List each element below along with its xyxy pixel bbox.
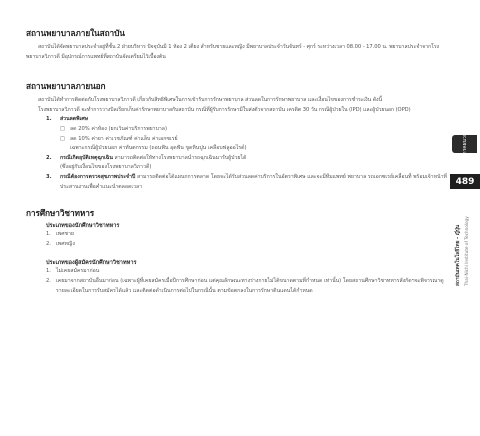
bullet-icon: □ (60, 135, 65, 142)
discount-medicine: ลด 10% ค่ายา ค่าเวชภัณฑ์ ค่าแล็บ ค่าเอกซเรย์ (70, 135, 178, 142)
page-side-margin (450, 0, 480, 436)
list-item: 1. เพศชาย (46, 231, 74, 238)
discount-room: ลด 20% ค่าห้อง (ยกเว้นค่าบริการพยาบาล) (70, 125, 167, 132)
page-number: 489 (450, 174, 480, 189)
bullet-icon: □ (60, 125, 65, 132)
list-item: 1. ไม่เคยสมัครมาก่อน (46, 268, 100, 275)
emergency-note: (ซึ่งอยู่กับเงื่อนไขของโรงพยาบาลวิภาวดี) (60, 164, 152, 171)
page-content (26, 26, 450, 296)
checkup-title: กรณีต้องการตรวจสุขภาพประจำปี (60, 173, 136, 180)
checkup-text: สามารถติดต่อได้แผนกการตลาด โดยจะได้รับส่วนลดค่าบริการในอัตราพิเศษ และจะมีทีมแพทย์ พยาบาล รถเอกซเรย์เคลื่อนที่ พร้อมเจ้าหน้าที่ประสานงานเพื่อคำแนะนำตลอดเวลา (60, 173, 447, 190)
institute-name-en: Thai-Nichi Institute of Technology (464, 216, 469, 286)
section-heading-external-hospital: สถานพยาบาลภายนอก (26, 81, 106, 92)
section-heading-internal-clinic: สถานพยาบาลภายในสถาบัน (26, 28, 125, 38)
applicant-types-subheading: ประเภทของผู้สมัครนักศึกษาวิชาทหาร (46, 260, 137, 267)
emergency-title: กรณีเกิดอุบัติเหตุฉุกเฉิน (60, 154, 113, 161)
discount-dental: เฉพาะกรณีผู้ป่วยนอก ค่าทันตกรรม (ถอนฟัน อุดฟัน ขูดหินปูน เคลือบฟลูออไรด์) (70, 145, 247, 152)
list-item: 2. เพศหญิง (46, 240, 75, 247)
discount-title: ส่วนลดพิเศษ (60, 116, 89, 123)
section-heading-military-training: การศึกษาวิชาทหาร (26, 208, 95, 219)
benefit-item-discount: 1. ส่วนลดพิเศษ □ ลด 20% ค่าห้อง (ยกเว้นค่าบริการพยาบาล) □ ลด 10% ค่ายา ค่าเวชภัณฑ์ ค่าแล็บ ค่าเอกซเรย์ เฉพาะกรณีผู้ป่วยนอก ค่าทันตกรรม (ถอนฟัน อุดฟัน ขูดหินปูน เคลือบฟลูออไรด์) (26, 115, 450, 153)
section-tab: ภาคผนวก (452, 135, 477, 153)
benefit-item-checkup: 3. กรณีต้องการตรวจสุขภาพประจำปี สามารถติดต่อได้แผนกการตลาด โดยจะได้รับส่วนลดค่าบริการในอัตราพิเศษ และจะมีทีมแพทย์ พยาบาล รถเอกซเรย์เคลื่อนที่ พร้อมเจ้าหน้าที่ประสานงานเพื่อคำแนะนำตลอดเวลา (46, 173, 447, 190)
vertical-institute-title (455, 194, 475, 286)
student-types-subheading: ประเภทของนักศึกษาวิชาทหาร (46, 223, 120, 230)
institute-name: สถาบันเทคโนโลยีไทย - ญี่ปุ่น (456, 224, 461, 286)
emergency-text: สามารถติดต่อให้ทางโรงพยาบาลนำรถฉุกเฉินมารับผู้ป่วยได้ (114, 154, 247, 161)
external-hospital-intro: สถาบันได้ทำการติดต่อกับโรงพยาบาลวิภาวดี เกี่ยวกับสิทธิพิเศษในการเข้ารับการรักษาพยาบาล ส่วนลดในการรักษาพยาบาล และเงื่อนไขของการชำระเงิน ดังนี้ (38, 97, 383, 104)
internal-clinic-text: สถาบันได้จัดพยาบาลประจำอยู่ที่ชั้น 2 ฝ่ายบริหาร ปัจจุบันมี 1 ห้อง 2 เตียง สำหรับชายและหญิง มีพยาบาลประจำวันจันทร์ - ศุกร์ ระหว่างเวลา 08.00 - 17.00 น. พยาบาลประจำจากโรงพยาบาลวิภาวดี มีอุปกรณ์การแพทย์ที่สถาบันจัดเตรียมไว้เบื้องต้น (26, 44, 440, 60)
benefit-item-emergency: 2. กรณีเกิดอุบัติเหตุฉุกเฉิน สามารถติดต่อให้ทางโรงพยาบาลนำรถฉุกเฉินมารับผู้ป่วยได้ (ซึ่งอยู่กับเงื่อนไขของโรงพยาบาลวิภาวดี) (26, 154, 450, 173)
external-hospital-billing: โรงพยาบาลวิภาวดี จะทำการวางบิลเรียกเก็บค่ารักษาพยาบาลกับสถาบัน กรณีที่ผู้รับการรักษามีใบส่งตัวจากสถาบัน เครดิต 30 วัน กรณีผู้ป่วยใน (IPD) และผู้ป่วยนอก (OPD) (38, 106, 411, 113)
list-item: 2. เคยมาจากสถาบันอื่นมาก่อน (เฉพาะผู้ที่เคยสมัครเมื่อปีการศึกษาก่อน แต่คุณลักษณะทางร่างกายไม่ได้ขนาดตามที่กำหนด เท่านั้น) โดยสถานศึกษาวิชาทหารสังกัดฯจะพิจารณาดูรายละเอียดในการรับสมัครได้แล้ว และติดต่อดำเนินการต่อไปในกรณีนั้น ตามข้อตกลงในการรักษาดินแดนได้กำหนด (46, 277, 444, 294)
